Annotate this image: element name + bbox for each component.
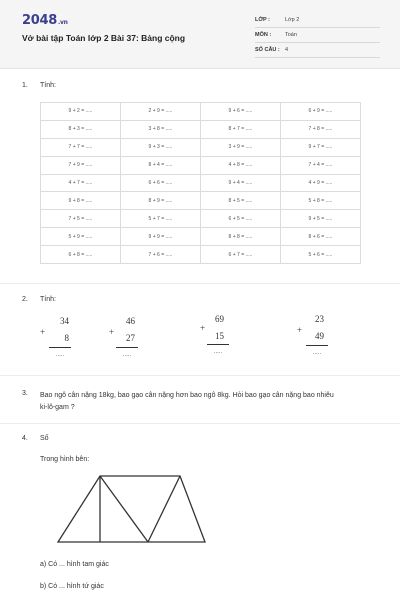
sum-line [207,344,229,345]
table-cell: 7 + 8 = ..... [281,120,361,138]
q1-label: Tính: [40,82,56,89]
table-cell: 6 + 9 = ..... [281,103,361,121]
page-header [0,0,400,69]
table-cell: 8 + 8 = ..... [201,228,281,246]
meta-count-row [255,44,380,58]
table-row [41,228,361,246]
table-cell: 2 + 9 = ..... [121,103,201,121]
q2-number: 2. [22,296,28,303]
table-cell: 6 + 7 = ..... [201,246,281,264]
table-cell: 9 + 2 = ..... [41,103,121,121]
table-cell: 5 + 9 = ..... [41,228,121,246]
table-cell: 4 + 9 = ..... [281,174,361,192]
answer-dots: ..... [55,352,65,358]
addend-bottom: 8 [64,333,69,343]
table-cell: 4 + 7 = ..... [41,174,121,192]
table-cell: 8 + 6 = ..... [281,228,361,246]
section-divider [0,375,400,376]
meta-class-key: LỚP : [255,17,270,23]
addend-bottom: 27 [126,333,135,343]
table-row [41,138,361,156]
table-cell: 3 + 8 = ..... [121,120,201,138]
table-cell: 5 + 6 = ..... [281,246,361,264]
table-cell: 7 + 9 = ..... [41,156,121,174]
page-title: Vở bài tập Toán lớp 2 Bài 37: Bảng cộng [22,33,186,43]
q4-number: 4. [22,435,28,442]
table-cell: 4 + 8 = ..... [201,156,281,174]
table-row [41,103,361,121]
addend-top: 34 [60,316,69,326]
addition-table [40,102,361,264]
q4-intro: Trong hình bên: [40,456,90,463]
table-cell: 9 + 8 = ..... [41,192,121,210]
q1-number: 1. [22,82,28,89]
q4-answer-b: b) Có ... hình tứ giác [40,583,104,590]
table-cell: 5 + 7 = ..... [121,210,201,228]
answer-dots: ..... [213,349,223,355]
addend-bottom: 15 [215,331,224,341]
plus-sign: + [40,327,46,337]
table-cell: 8 + 7 = ..... [201,120,281,138]
table-cell: 8 + 3 = ..... [41,120,121,138]
answer-dots: ..... [122,352,132,358]
figure-line-diagonal-1 [100,476,148,542]
sum-line [116,347,138,348]
triangle-figure [50,470,210,550]
table-cell: 9 + 5 = ..... [281,210,361,228]
table-row [41,156,361,174]
plus-sign: + [297,325,303,335]
table-row [41,174,361,192]
plus-sign: + [109,327,115,337]
meta-class-value: Lớp 2 [285,17,300,23]
site-logo[interactable] [22,13,68,28]
q4-label: Số [40,435,49,442]
q3-line-1: Bao ngô cân nặng 18kg, bao gạo cân nặng hơn bao ngô 8kg. Hỏi bao gạo cân nặng bao nhiêu [40,392,334,399]
section-divider [0,423,400,424]
table-cell: 7 + 5 = ..... [41,210,121,228]
table-row [41,210,361,228]
table-row [41,246,361,264]
sum-line [49,347,71,348]
table-cell: 6 + 6 = ..... [121,174,201,192]
q4-answer-a: a) Có ... hình tam giác [40,561,109,568]
addend-top: 69 [215,314,224,324]
plus-sign: + [200,323,206,333]
table-row [41,192,361,210]
meta-count-value: 4 [285,47,289,53]
table-row [41,120,361,138]
table-cell: 6 + 5 = ..... [201,210,281,228]
meta-subject-key: MÔN : [255,32,272,38]
meta-subject-value: Toán [285,32,297,38]
section-divider [0,283,400,284]
table-cell: 8 + 4 = ..... [121,156,201,174]
q3-number: 3. [22,390,28,397]
table-cell: 3 + 9 = ..... [201,138,281,156]
sum-line [306,345,328,346]
table-cell: 7 + 6 = ..... [121,246,201,264]
table-cell: 5 + 8 = ..... [281,192,361,210]
table-cell: 9 + 4 = ..... [201,174,281,192]
addend-bottom: 49 [315,331,324,341]
meta-subject-row [255,29,380,43]
table-cell: 9 + 7 = ..... [281,138,361,156]
answer-dots: ..... [312,350,322,356]
addend-top: 23 [315,314,324,324]
trapezoid-outline [58,476,205,542]
table-cell: 9 + 3 = ..... [121,138,201,156]
meta-count-key: SỐ CÂU : [255,47,280,53]
addend-top: 46 [126,316,135,326]
q3-line-2: ki-lô-gam ? [40,404,75,411]
table-cell: 7 + 4 = ..... [281,156,361,174]
meta-class-row [255,14,380,28]
table-cell: 9 + 6 = ..... [201,103,281,121]
figure-line-diagonal-2 [148,476,180,542]
q2-label: Tính: [40,296,56,303]
table-cell: 8 + 5 = ..... [201,192,281,210]
table-cell: 8 + 9 = ..... [121,192,201,210]
logo-sub: .vn [57,19,68,26]
q3-text [40,390,380,414]
table-cell: 7 + 7 = ..... [41,138,121,156]
table-cell: 9 + 9 = ..... [121,228,201,246]
logo-main: 2048 [22,13,57,28]
table-cell: 6 + 8 = ..... [41,246,121,264]
